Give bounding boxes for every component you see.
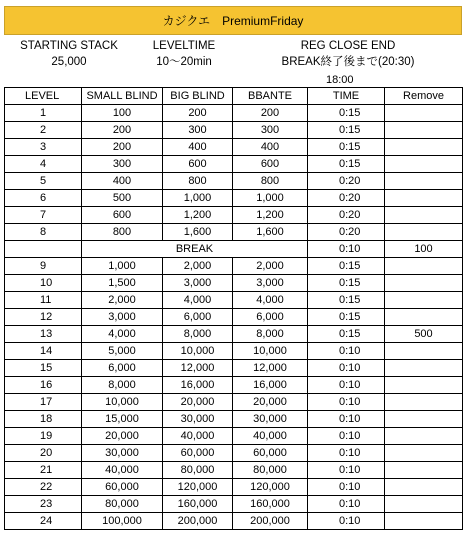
- remove-cell: [385, 292, 463, 309]
- table-row: [5, 207, 463, 224]
- table-row: [5, 394, 463, 411]
- reg-close-value: BREAK終了後まで(20:30): [281, 56, 415, 68]
- table-row: [5, 156, 463, 173]
- level-cell: 1: [5, 105, 82, 122]
- big-blind-cell: 40,000: [163, 428, 233, 445]
- remove-cell: [385, 122, 463, 139]
- leveltime-value: 10〜20min: [156, 56, 212, 68]
- remove-cell: [385, 394, 463, 411]
- small-blind-cell: 300: [82, 156, 163, 173]
- table-row: [5, 445, 463, 462]
- level-cell: 4: [5, 156, 82, 173]
- bbante-cell: 160,000: [233, 496, 308, 513]
- time-cell: 0:15: [308, 156, 385, 173]
- small-blind-cell: 100: [82, 105, 163, 122]
- time-cell: 0:15: [308, 275, 385, 292]
- big-blind-cell: 20,000: [163, 394, 233, 411]
- level-cell: 7: [5, 207, 82, 224]
- remove-cell: [385, 513, 463, 530]
- level-cell: 20: [5, 445, 82, 462]
- big-blind-cell: 800: [163, 173, 233, 190]
- big-blind-cell: 60,000: [163, 445, 233, 462]
- table-row: [5, 360, 463, 377]
- remove-cell: [385, 496, 463, 513]
- table-row: [5, 173, 463, 190]
- time-cell: 0:10: [308, 445, 385, 462]
- bbante-cell: 20,000: [233, 394, 308, 411]
- small-blind-cell: 500: [82, 190, 163, 207]
- table-row: [5, 479, 463, 496]
- table-row: [5, 105, 463, 122]
- level-cell: 24: [5, 513, 82, 530]
- big-blind-cell: 10,000: [163, 343, 233, 360]
- remove-cell: [385, 190, 463, 207]
- remove-cell: [385, 360, 463, 377]
- big-blind-cell: 200: [163, 105, 233, 122]
- big-blind-cell: 600: [163, 156, 233, 173]
- time-cell: 0:15: [308, 105, 385, 122]
- reg-close-label: REG CLOSE END: [300, 40, 396, 52]
- remove-cell: [385, 258, 463, 275]
- level-cell: 15: [5, 360, 82, 377]
- level-cell: 8: [5, 224, 82, 241]
- time-cell: 0:15: [308, 122, 385, 139]
- small-blind-cell: 5,000: [82, 343, 163, 360]
- column-header-big-blind: BIG BLIND: [163, 88, 233, 105]
- time-cell: 0:10: [308, 462, 385, 479]
- small-blind-cell: 600: [82, 207, 163, 224]
- table-row: [5, 122, 463, 139]
- big-blind-cell: 400: [163, 139, 233, 156]
- small-blind-cell: 15,000: [82, 411, 163, 428]
- small-blind-cell: 6,000: [82, 360, 163, 377]
- remove-cell: [385, 343, 463, 360]
- remove-cell: [385, 224, 463, 241]
- time-cell: 0:10: [308, 496, 385, 513]
- title-bar: [4, 6, 462, 35]
- remove-cell: [385, 428, 463, 445]
- level-cell: 22: [5, 479, 82, 496]
- level-cell: 16: [5, 377, 82, 394]
- small-blind-cell: 8,000: [82, 377, 163, 394]
- table-row: [5, 428, 463, 445]
- time-cell: 0:20: [308, 173, 385, 190]
- time-cell: 0:10: [308, 394, 385, 411]
- small-blind-cell: 20,000: [82, 428, 163, 445]
- big-blind-cell: 3,000: [163, 275, 233, 292]
- big-blind-cell: 30,000: [163, 411, 233, 428]
- level-cell: 11: [5, 292, 82, 309]
- level-cell: 17: [5, 394, 82, 411]
- small-blind-cell: 1,000: [82, 258, 163, 275]
- remove-cell: [385, 479, 463, 496]
- small-blind-cell: 30,000: [82, 445, 163, 462]
- bbante-cell: 12,000: [233, 360, 308, 377]
- bbante-cell: 400: [233, 139, 308, 156]
- bbante-cell: 4,000: [233, 292, 308, 309]
- table-row: [5, 326, 463, 343]
- starting-stack-label: STARTING STACK: [20, 40, 118, 52]
- bbante-cell: 2,000: [233, 258, 308, 275]
- small-blind-cell: 80,000: [82, 496, 163, 513]
- time-cell: 0:10: [308, 513, 385, 530]
- bbante-cell: 60,000: [233, 445, 308, 462]
- big-blind-cell: 1,200: [163, 207, 233, 224]
- time-cell: 0:10: [308, 343, 385, 360]
- column-header-time: TIME: [308, 88, 385, 105]
- small-blind-cell: 200: [82, 122, 163, 139]
- bbante-cell: 1,000: [233, 190, 308, 207]
- table-row: [5, 275, 463, 292]
- small-blind-cell: 1,500: [82, 275, 163, 292]
- table-row: [5, 343, 463, 360]
- table-row: [5, 462, 463, 479]
- big-blind-cell: 200,000: [163, 513, 233, 530]
- remove-cell: [385, 462, 463, 479]
- table-row: [5, 139, 463, 156]
- start-time: 18:00: [326, 74, 354, 86]
- time-cell: 0:20: [308, 190, 385, 207]
- bbante-cell: 300: [233, 122, 308, 139]
- big-blind-cell: 6,000: [163, 309, 233, 326]
- big-blind-cell: 2,000: [163, 258, 233, 275]
- blind-structure-sheet: [4, 6, 462, 530]
- time-cell: 0:15: [308, 326, 385, 343]
- small-blind-cell: 800: [82, 224, 163, 241]
- table-row: [5, 292, 463, 309]
- small-blind-cell: 400: [82, 173, 163, 190]
- level-cell: 2: [5, 122, 82, 139]
- big-blind-cell: 120,000: [163, 479, 233, 496]
- big-blind-cell: 80,000: [163, 462, 233, 479]
- time-cell: 0:15: [308, 292, 385, 309]
- bbante-cell: 1,600: [233, 224, 308, 241]
- small-blind-cell: 3,000: [82, 309, 163, 326]
- bbante-cell: 600: [233, 156, 308, 173]
- table-row: [5, 377, 463, 394]
- level-cell: 18: [5, 411, 82, 428]
- small-blind-cell: 60,000: [82, 479, 163, 496]
- big-blind-cell: 4,000: [163, 292, 233, 309]
- remove-cell: [385, 309, 463, 326]
- time-cell: 0:15: [308, 258, 385, 275]
- time-cell: 0:20: [308, 207, 385, 224]
- table-header-row: [5, 88, 463, 105]
- level-cell: 21: [5, 462, 82, 479]
- time-cell: 0:15: [308, 139, 385, 156]
- starting-stack-value: 25,000: [51, 56, 87, 68]
- remove-cell: [385, 275, 463, 292]
- table-row: [5, 496, 463, 513]
- bbante-cell: 800: [233, 173, 308, 190]
- break-level-cell: [5, 241, 82, 258]
- blind-table-body: [5, 105, 463, 530]
- small-blind-cell: 40,000: [82, 462, 163, 479]
- level-cell: 10: [5, 275, 82, 292]
- bbante-cell: 1,200: [233, 207, 308, 224]
- break-remove: 100: [385, 241, 463, 258]
- remove-cell: [385, 139, 463, 156]
- big-blind-cell: 300: [163, 122, 233, 139]
- bbante-cell: 200: [233, 105, 308, 122]
- leveltime-label: LEVELTIME: [152, 40, 216, 52]
- level-cell: 3: [5, 139, 82, 156]
- remove-cell: [385, 173, 463, 190]
- time-cell: 0:10: [308, 411, 385, 428]
- table-row: [5, 513, 463, 530]
- bbante-cell: 16,000: [233, 377, 308, 394]
- remove-cell: [385, 207, 463, 224]
- bbante-cell: 6,000: [233, 309, 308, 326]
- remove-cell: [385, 445, 463, 462]
- small-blind-cell: 2,000: [82, 292, 163, 309]
- remove-cell: [385, 156, 463, 173]
- bbante-cell: 10,000: [233, 343, 308, 360]
- table-row: [5, 224, 463, 241]
- break-label: BREAK: [82, 241, 308, 258]
- big-blind-cell: 160,000: [163, 496, 233, 513]
- table-row: [5, 190, 463, 207]
- level-cell: 13: [5, 326, 82, 343]
- tournament-info: [4, 35, 462, 88]
- time-cell: 0:10: [308, 479, 385, 496]
- small-blind-cell: 4,000: [82, 326, 163, 343]
- big-blind-cell: 1,600: [163, 224, 233, 241]
- table-row: [5, 411, 463, 428]
- level-cell: 12: [5, 309, 82, 326]
- column-header-small-blind: SMALL BLIND: [82, 88, 163, 105]
- level-cell: 6: [5, 190, 82, 207]
- small-blind-cell: 10,000: [82, 394, 163, 411]
- time-cell: 0:20: [308, 224, 385, 241]
- bbante-cell: 200,000: [233, 513, 308, 530]
- column-header-bbante: BBANTE: [233, 88, 308, 105]
- small-blind-cell: 200: [82, 139, 163, 156]
- break-row: [5, 241, 463, 258]
- bbante-cell: 8,000: [233, 326, 308, 343]
- bbante-cell: 40,000: [233, 428, 308, 445]
- bbante-cell: 30,000: [233, 411, 308, 428]
- remove-cell: [385, 411, 463, 428]
- table-row: [5, 258, 463, 275]
- time-cell: 0:10: [308, 377, 385, 394]
- bbante-cell: 120,000: [233, 479, 308, 496]
- time-cell: 0:15: [308, 309, 385, 326]
- break-time: 0:10: [308, 241, 385, 258]
- big-blind-cell: 8,000: [163, 326, 233, 343]
- big-blind-cell: 12,000: [163, 360, 233, 377]
- big-blind-cell: 1,000: [163, 190, 233, 207]
- bbante-cell: 80,000: [233, 462, 308, 479]
- level-cell: 19: [5, 428, 82, 445]
- small-blind-cell: 100,000: [82, 513, 163, 530]
- table-row: [5, 309, 463, 326]
- bbante-cell: 3,000: [233, 275, 308, 292]
- blind-table: [4, 87, 463, 530]
- remove-cell: 500: [385, 326, 463, 343]
- level-cell: 5: [5, 173, 82, 190]
- column-header-remove: Remove: [385, 88, 463, 105]
- remove-cell: [385, 105, 463, 122]
- time-cell: 0:10: [308, 428, 385, 445]
- level-cell: 23: [5, 496, 82, 513]
- column-header-level: LEVEL: [5, 88, 82, 105]
- big-blind-cell: 16,000: [163, 377, 233, 394]
- level-cell: 14: [5, 343, 82, 360]
- page-title: カジクエ PremiumFriday: [162, 14, 304, 28]
- remove-cell: [385, 377, 463, 394]
- time-cell: 0:10: [308, 360, 385, 377]
- level-cell: 9: [5, 258, 82, 275]
